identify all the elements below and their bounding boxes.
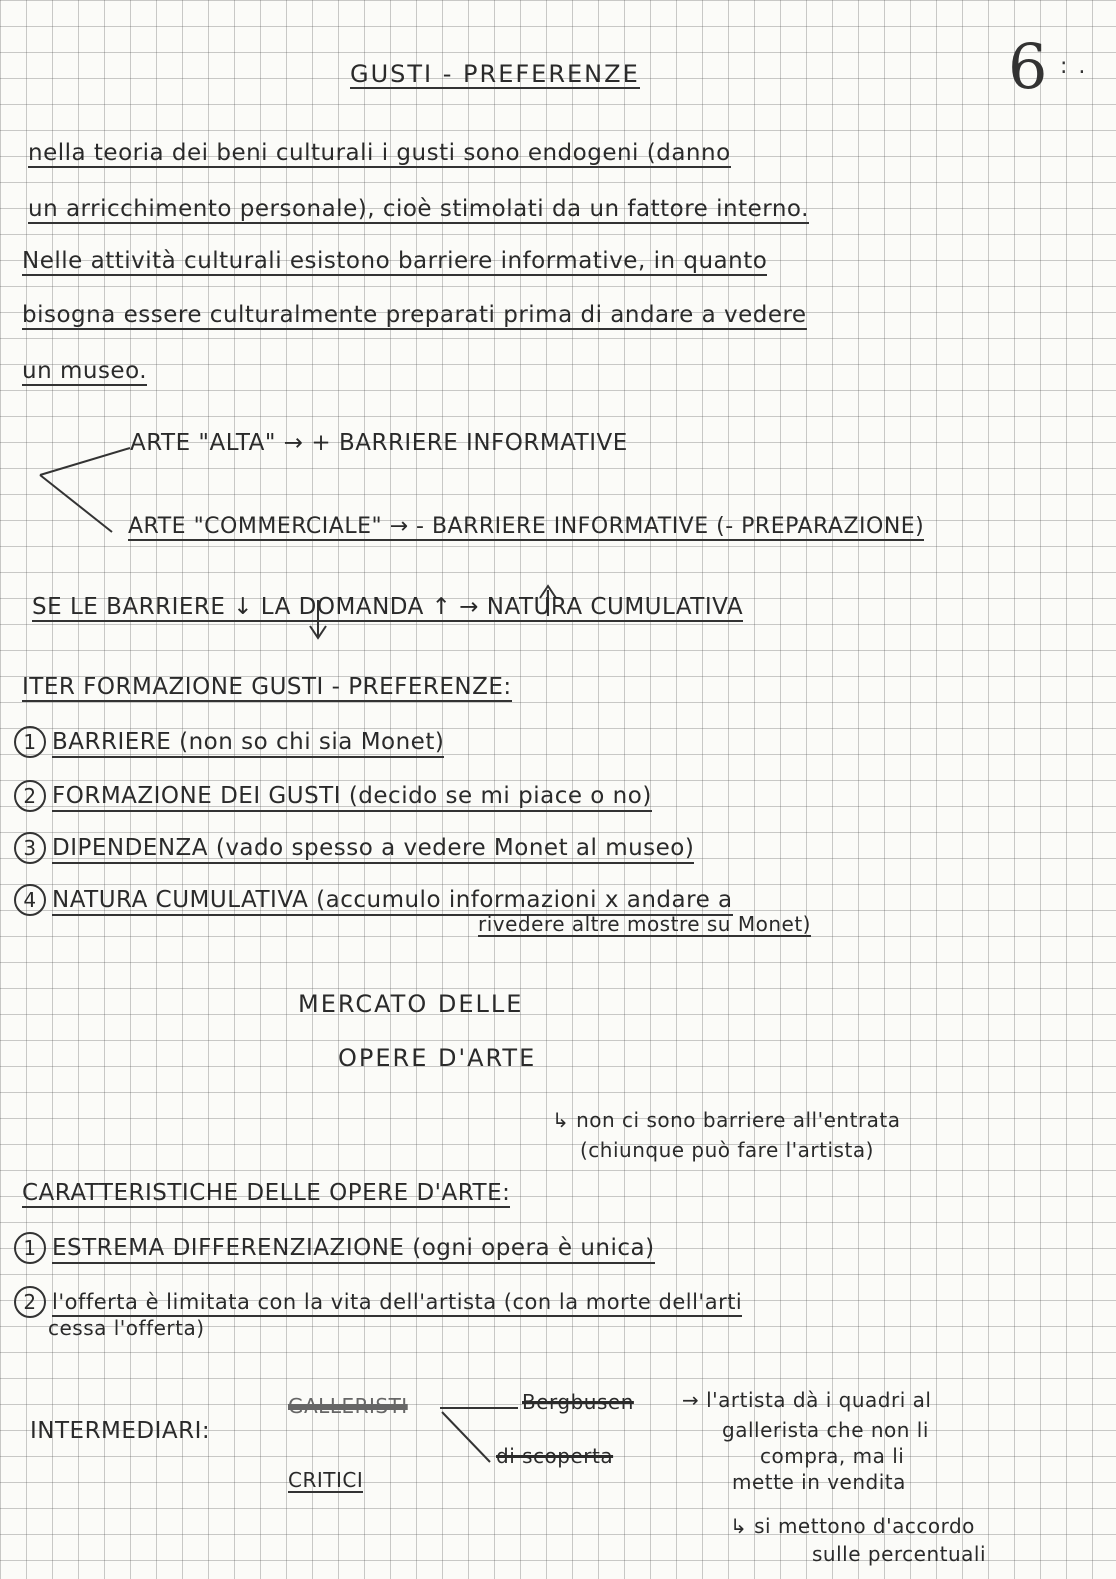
intermediari-branch-scoperta: di scoperta bbox=[496, 1444, 614, 1468]
features-heading: CARATTERISTICHE DELLE OPERE D'ARTE: bbox=[22, 1180, 511, 1206]
page-number: 6 bbox=[1008, 30, 1048, 103]
intermediari-label: INTERMEDIARI: bbox=[30, 1418, 211, 1444]
intermediari-bottom-note-line-1: ↳ si mettono d'accordo bbox=[730, 1514, 975, 1538]
branch-line-commercial bbox=[40, 475, 112, 532]
iter-item-2 bbox=[14, 780, 652, 812]
art-high-line: ARTE "ALTA" → + BARRIERE INFORMATIVE bbox=[130, 430, 628, 456]
iter-item-1-number: 1 bbox=[14, 726, 46, 758]
features-item-2-text: l'offerta è limitata con la vita dell'artista (con la morte dell'arti bbox=[52, 1290, 742, 1317]
market-title-line-1: MERCATO DELLE bbox=[298, 990, 524, 1018]
iter-item-3-text: DIPENDENZA (vado spesso a vedere Monet al museo) bbox=[52, 835, 694, 864]
intermediari-bottom-note-line-2: sulle percentuali bbox=[812, 1542, 987, 1566]
features-item-2 bbox=[14, 1286, 742, 1318]
iter-item-1 bbox=[14, 726, 444, 758]
iter-item-4-text: NATURA CUMULATIVA (accumulo informazioni x andare a bbox=[52, 887, 733, 916]
features-item-1-text: ESTREMA DIFFERENZIAZIONE (ogni opera è unica) bbox=[52, 1235, 655, 1264]
features-item-1-number: 1 bbox=[14, 1232, 46, 1264]
iter-item-1-text: BARRIERE (non so chi sia Monet) bbox=[52, 729, 444, 758]
iter-item-4-continuation: rivedere altre mostre su Monet) bbox=[478, 912, 811, 936]
iter-item-3-number: 3 bbox=[14, 832, 46, 864]
branch-line-high bbox=[40, 448, 130, 475]
barriers-line: SE LE BARRIERE ↓ LA DOMANDA ↑ → NATURA CUMULATIVA bbox=[32, 594, 744, 620]
intermediari-critici: CRITICI bbox=[288, 1468, 364, 1492]
intermediari-note-line-1: → l'artista dà i quadri al bbox=[682, 1388, 932, 1412]
features-item-1 bbox=[14, 1232, 655, 1264]
paragraph-line-5: un museo. bbox=[22, 358, 148, 384]
paragraph-line-3: Nelle attività culturali esistono barriere informative, in quanto bbox=[22, 248, 768, 274]
paragraph-line-2: un arricchimento personale), cioè stimolati da un fattore interno. bbox=[28, 196, 809, 222]
market-note-line-2: (chiunque può fare l'artista) bbox=[580, 1138, 874, 1162]
art-commercial-line: ARTE "COMMERCIALE" → - BARRIERE INFORMATIVE (- PREPARAZIONE) bbox=[128, 514, 925, 539]
features-item-2-continuation: cessa l'offerta) bbox=[48, 1316, 205, 1340]
market-note-line-1: ↳ non ci sono barriere all'entrata bbox=[552, 1108, 901, 1132]
intermediari-note-line-3: compra, ma li bbox=[760, 1444, 905, 1468]
intermediari-note-line-2: gallerista che non li bbox=[722, 1418, 929, 1442]
intermediari-note-line-4: mette in vendita bbox=[732, 1470, 906, 1494]
iter-item-3 bbox=[14, 832, 694, 864]
intermediari-branch-galleristi: GALLERISTI bbox=[288, 1394, 408, 1418]
paragraph-line-1: nella teoria dei beni culturali i gusti sono endogeni (danno bbox=[28, 140, 731, 166]
page-title: GUSTI - PREFERENZE bbox=[350, 60, 640, 88]
market-title-line-2: OPERE D'ARTE bbox=[338, 1044, 537, 1072]
intermediari-branch-label: Bergbusen bbox=[522, 1390, 634, 1414]
iter-item-4-number: 4 bbox=[14, 884, 46, 916]
features-item-2-number: 2 bbox=[14, 1286, 46, 1318]
iter-item-2-number: 2 bbox=[14, 780, 46, 812]
branch-line-intermediari-mid bbox=[442, 1412, 490, 1462]
iter-item-2-text: FORMAZIONE DEI GUSTI (decido se mi piace o no) bbox=[52, 783, 652, 812]
iter-heading: ITER FORMAZIONE GUSTI - PREFERENZE: bbox=[22, 674, 512, 700]
paragraph-line-4: bisogna essere culturalmente preparati prima di andare a vedere bbox=[22, 302, 807, 328]
page-number-dots: : . bbox=[1060, 54, 1088, 79]
